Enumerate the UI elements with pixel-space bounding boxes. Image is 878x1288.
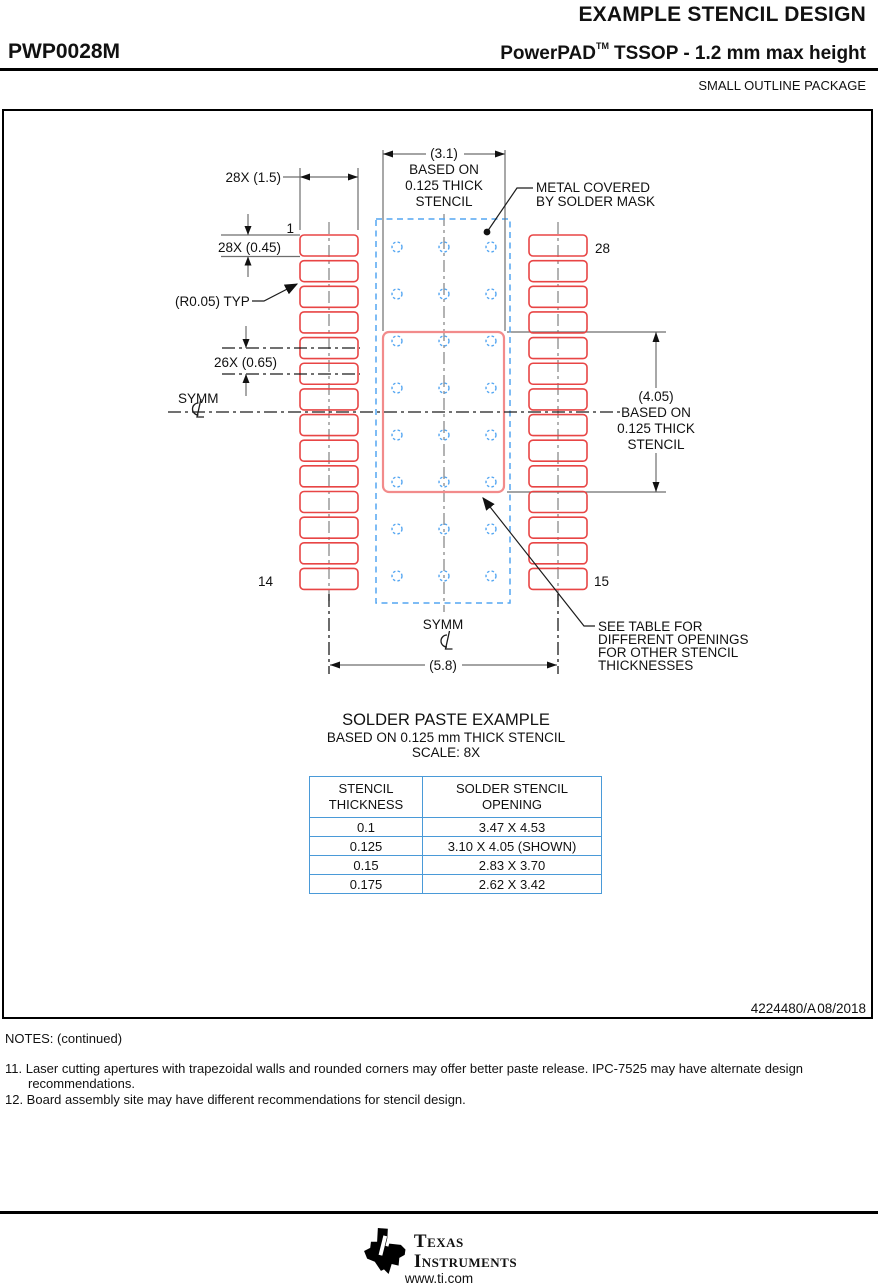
thickness-value: 0.175 [310,875,423,894]
via-circle [486,383,496,393]
page-title: EXAMPLE STENCIL DESIGN [578,3,866,26]
notes-section [5,1031,871,1107]
arrow-icon [300,174,310,181]
via-circle [486,289,496,299]
opening-value: 2.83 X 3.70 [423,856,602,875]
table-header-opening: SOLDER STENCIL OPENING [423,777,602,818]
centerline-icon [441,631,453,649]
arrow-icon [653,482,660,492]
arrow-icon [383,151,393,158]
dim-top-note1: BASED ON [409,162,479,177]
via-circle [392,383,402,393]
dim-top-value: (3.1) [430,146,458,161]
dim-right-note3: STENCIL [627,437,685,452]
pin-14-label: 14 [257,574,273,589]
pin-1-label: 1 [286,221,294,236]
opening-value: 2.62 X 3.42 [423,875,602,894]
solder-mask-area [376,219,510,603]
arrow-icon [495,151,505,158]
opening-value: 3.47 X 4.53 [423,818,602,837]
table-callout-line1: SEE TABLE FOR [598,619,703,634]
via-circle [392,477,402,487]
arrow-icon [547,662,557,669]
symm-left-label: SYMM [178,391,219,406]
arrow-icon [243,339,250,348]
opening-value: 3.10 X 4.05 (SHOWN) [423,837,602,856]
via-circle [486,524,496,534]
brand-family: PowerPAD [500,43,596,64]
mask-callout-line1: METAL COVERED [536,180,651,195]
via-circle [392,430,402,440]
note-item: 11. Laser cutting apertures with trapezoidal walls and rounded corners may offer better paste release. IPC-7525 may have alternate design recommendations. [5,1060,804,1091]
table-callout-line4: THICKNESSES [598,658,694,673]
via-circle [486,571,496,581]
arrow-icon [245,226,252,235]
notes-title: NOTES: (continued) [5,1031,123,1046]
table-row [310,837,602,856]
arrow-icon [243,374,250,383]
ti-url: www.ti.com [404,1271,474,1286]
package-type: SMALL OUTLINE PACKAGE [698,78,866,93]
via-circle [486,336,496,346]
note-item: 12. Board assembly site may have different recommendations for stencil design. [5,1091,466,1107]
pin-28-label: 28 [595,241,611,256]
table-row [310,818,602,837]
leader-dot-icon [484,229,491,236]
dim-right-note2: 0.125 THICK [617,421,695,436]
doc-number: 4224480/A [750,1001,816,1016]
stencil-opening-table [309,776,602,894]
brand-line2: Instruments [413,1250,518,1272]
pin-15-label: 15 [594,574,610,589]
via-circle [486,242,496,252]
via-circle [486,477,496,487]
leader-line [252,284,297,301]
footer-rule [0,1211,878,1214]
dim-pitch: 26X (0.65) [214,355,278,370]
package-variant: TSSOP - 1.2 mm max height [613,43,866,64]
table-row [310,856,602,875]
texas-state-icon [361,1226,407,1276]
mask-callout-line2: BY SOLDER MASK [536,194,656,209]
ti-logo [0,1226,878,1276]
caption-subtitle: BASED ON 0.125 mm THICK STENCIL [326,730,566,745]
caption-scale: SCALE: 8X [411,745,481,760]
dim-right-note1: BASED ON [621,405,691,420]
arrow-icon [245,257,252,266]
arrow-icon [348,174,358,181]
dim-right-value: (4.05) [638,389,674,404]
via-circle [392,571,402,581]
arrow-icon [330,662,340,669]
dim-top-note2: 0.125 THICK [405,178,483,193]
symm-bottom-label: SYMM [422,617,464,632]
trademark-symbol: TM [595,41,609,51]
table-header-thickness: STENCIL THICKNESS [310,777,423,818]
brand-line1: Texas [413,1230,464,1252]
via-circle [392,524,402,534]
table-callout-line2: DIFFERENT OPENINGS [598,632,749,647]
part-number: PWP0028M [8,40,121,63]
caption-title: SOLDER PASTE EXAMPLE [342,711,550,729]
doc-date: 08/2018 [817,1001,866,1016]
table-row [310,875,602,894]
thickness-value: 0.1 [310,818,423,837]
dim-pad-length: 28X (1.5) [225,170,281,185]
thickness-value: 0.15 [310,856,423,875]
table-callout-line3: FOR OTHER STENCIL [598,645,739,660]
via-circle [392,336,402,346]
dim-overall: (5.8) [429,658,457,673]
dim-pad-width: 28X (0.45) [218,240,282,255]
via-circle [486,430,496,440]
thickness-value: 0.125 [310,837,423,856]
via-circle [392,289,402,299]
ti-wordmark [414,1232,517,1271]
arrow-icon [653,332,660,342]
dim-radius: (R0.05) TYP [175,294,250,309]
dim-top-note3: STENCIL [415,194,473,209]
via-circle [392,242,402,252]
